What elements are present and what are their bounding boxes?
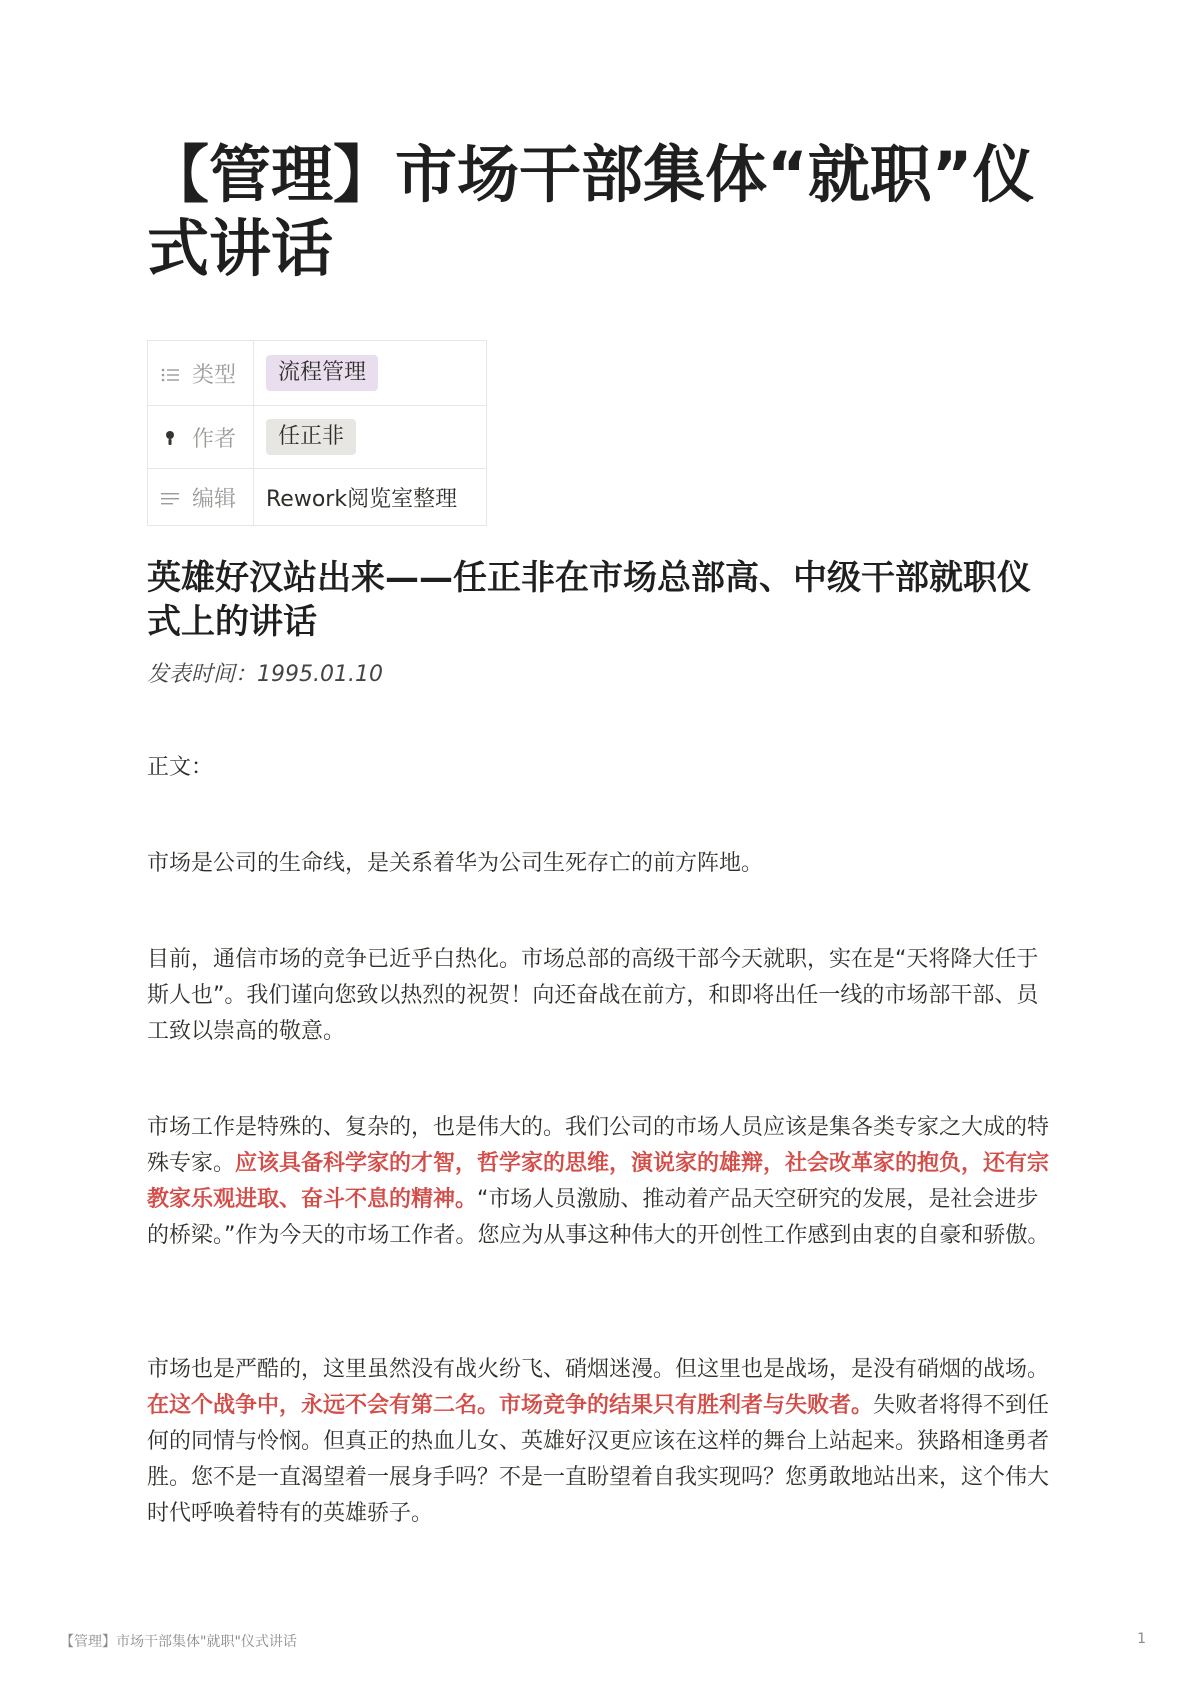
editor-value[interactable]: Rework阅览室整理 xyxy=(266,486,458,512)
paragraph-3-text-a: 市场工作是特殊的、复杂的，也是伟大的。我们公司的市场人员应该是集各类专家之大成的特殊专家。 xyxy=(147,1115,1050,1176)
property-row-author xyxy=(148,406,487,469)
paragraph-3-highlight: 应该具备科学家的才智，哲学家的思维，演说家的雄辩，社会改革家的抱负，还有宗教家乐观进取、奋斗不息的精神。 xyxy=(147,1151,1050,1212)
paragraph-1: 市场是公司的生命线，是关系着华为公司生死存亡的前方阵地。 xyxy=(147,851,764,876)
property-row-type xyxy=(148,341,487,406)
person-icon xyxy=(160,430,180,450)
property-key-author xyxy=(148,406,254,469)
footer-title: 【管理】市场干部集体"就职"仪式讲话 xyxy=(60,1634,297,1650)
page-number: 1 xyxy=(1137,1631,1146,1647)
paragraph-4-highlight: 在这个战争中，永远不会有第二名。市场竞争的结果只有胜利者与失败者。 xyxy=(147,1393,874,1418)
property-label-author: 作者 xyxy=(192,426,237,452)
property-key-editor xyxy=(148,469,254,526)
property-label-editor: 编辑 xyxy=(192,486,237,512)
publish-date: 发表时间：1995.01.10 xyxy=(147,662,383,687)
property-key-type xyxy=(148,341,254,406)
body-label: 正文： xyxy=(147,755,214,780)
paragraph-3 xyxy=(147,1110,1057,1254)
paragraph-2: 目前，通信市场的竞争已近乎白热化。市场总部的高级干部今天就职，实在是“天将降大任于斯人也”。我们谨向您致以热烈的祝贺！向还奋战在前方，和即将出任一线的市场部干部、员工致以崇高的敬意。 xyxy=(147,947,1039,1044)
type-tag[interactable]: 流程管理 xyxy=(266,355,378,391)
paragraph-4-text-a: 市场也是严酷的，这里虽然没有战火纷飞、硝烟迷漫。但这里也是战场，是没有硝烟的战场。 xyxy=(147,1357,1050,1382)
properties-table xyxy=(147,340,487,526)
property-value-editor[interactable] xyxy=(254,469,487,526)
paragraph-3-text-c: “市场人员激励、推动着产品天空研究的发展，是社会进步的桥梁。”作为今天的市场工作者。您应为从事这种伟大的开创性工作感到由衷的自豪和骄傲。 xyxy=(147,1187,1050,1248)
author-tag[interactable]: 任正非 xyxy=(266,419,356,455)
property-label-type: 类型 xyxy=(192,362,237,388)
property-row-editor xyxy=(148,469,487,526)
page-title: 【管理】市场干部集体“就职”仪式讲话 xyxy=(147,138,1035,285)
paragraph-4-text-c: 失败者将得不到任何的同情与怜悯。但真正的热血儿女、英雄好汉更应该在这样的舞台上站起来。狭路相逢勇者胜。您不是一直渴望着一展身手吗？不是一直盼望着自我实现吗？您勇敢地站出来，这个伟大时代呼唤着特有的英雄骄子。 xyxy=(147,1393,1050,1526)
text-lines-icon xyxy=(160,491,180,510)
property-value-type[interactable] xyxy=(254,341,487,406)
section-heading: 英雄好汉站出来——任正非在市场总部高、中级干部就职仪式上的讲话 xyxy=(147,558,1031,642)
paragraph-4 xyxy=(147,1352,1057,1532)
property-value-author[interactable] xyxy=(254,406,487,469)
list-icon xyxy=(160,367,180,386)
